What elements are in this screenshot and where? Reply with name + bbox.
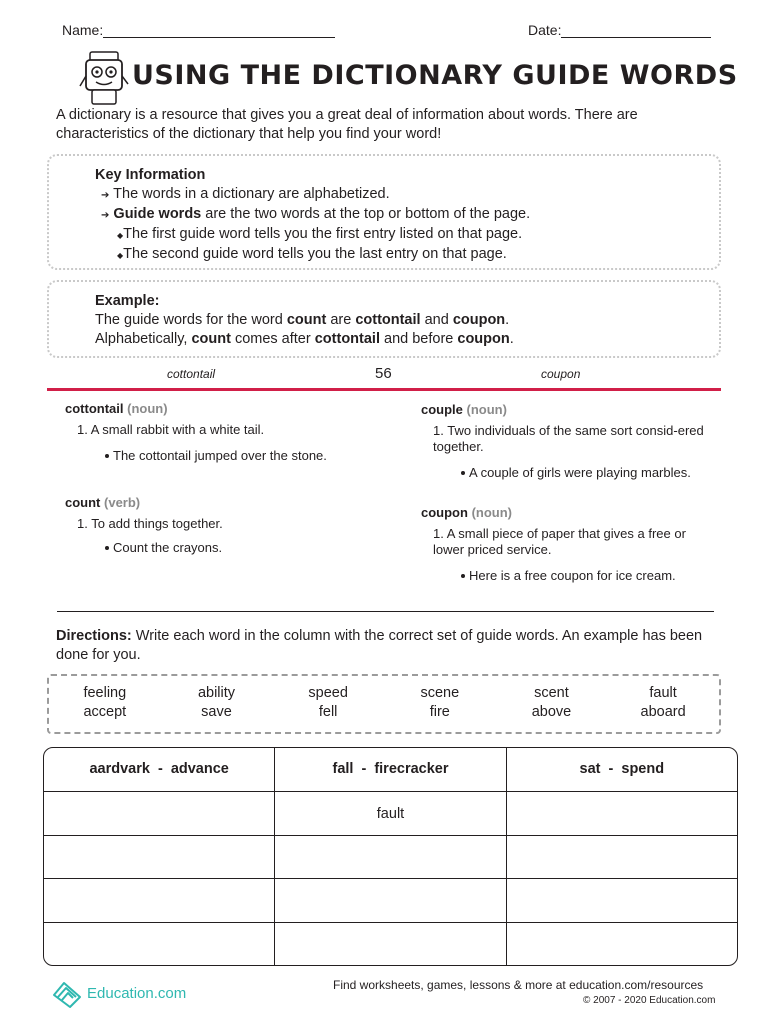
example-line-1: The guide words for the word count are cottontail and coupon. xyxy=(95,312,510,328)
word-bank-column xyxy=(55,684,155,732)
guide-word-left: cottontail xyxy=(167,367,216,381)
page-title: USING THE DICTIONARY GUIDE WORDS xyxy=(132,60,738,91)
page-number: 56 xyxy=(375,365,392,382)
key-info-subbullet-text: The first guide word tells you the first entry listed on that page. xyxy=(123,226,523,242)
word-bank-word: feeling xyxy=(83,685,127,701)
answer-cell[interactable] xyxy=(507,923,737,967)
word-bank-word: above xyxy=(531,704,572,720)
entry-example: Here is a free coupon for ice cream. xyxy=(421,568,716,584)
key-info-subbullet xyxy=(95,225,673,245)
word-bank-column xyxy=(501,684,601,732)
answer-cell[interactable] xyxy=(44,879,275,922)
directions xyxy=(56,627,716,665)
date-label: Date: xyxy=(528,22,562,38)
word-bank-column xyxy=(166,684,266,732)
entry-definition: 1. A small rabbit with a white tail. xyxy=(77,422,265,437)
word-bank xyxy=(47,674,721,734)
word-bank-word: fault xyxy=(649,685,677,701)
arrow-icon: ➔ xyxy=(101,190,110,201)
dictionary-entry xyxy=(65,495,345,556)
name-field[interactable] xyxy=(62,22,335,38)
footer-tagline[interactable]: Find worksheets, games, lessons & more at education.com/resources xyxy=(333,978,704,992)
answer-cell[interactable] xyxy=(44,836,275,879)
example-line-2: Alphabetically, count comes after cottontail and before coupon. xyxy=(95,331,514,347)
table-header: aardvark - advance xyxy=(44,748,275,791)
arrow-icon: ➔ xyxy=(101,210,110,221)
word-bank-word: save xyxy=(201,704,232,720)
answer-cell[interactable] xyxy=(507,836,737,879)
entry-example: The cottontail jumped over the stone. xyxy=(65,448,345,464)
word-bank-column xyxy=(390,684,490,732)
diamond-bullet-icon: ◆ xyxy=(117,251,124,260)
answer-cell[interactable] xyxy=(275,923,506,967)
table-row xyxy=(44,836,737,880)
directions-label: Directions: xyxy=(56,628,132,644)
example-box xyxy=(47,280,721,358)
table-header: fall - firecracker xyxy=(275,748,506,791)
name-line[interactable] xyxy=(103,24,335,38)
entry-pos: (noun) xyxy=(471,505,512,520)
answer-table xyxy=(43,747,738,966)
divider-red xyxy=(47,388,721,391)
dictionary-entry xyxy=(65,401,345,464)
answer-cell[interactable] xyxy=(507,792,737,835)
word-bank-word: speed xyxy=(308,685,348,701)
entry-pos: (noun) xyxy=(127,401,168,416)
word-bank-word: scene xyxy=(420,685,460,701)
education-logo-icon xyxy=(50,977,84,1009)
entry-word: couple xyxy=(421,402,463,417)
entry-definition: 1. A small piece of paper that gives a free or lower priced service. xyxy=(433,526,686,557)
word-bank-word: fell xyxy=(318,704,338,720)
intro-paragraph: A dictionary is a resource that gives you a great deal of information about words. There are characteristics of the dictionary that help you find your word! xyxy=(56,107,638,142)
answer-cell[interactable]: fault xyxy=(275,792,506,835)
key-info-subbullet xyxy=(95,245,673,265)
diamond-bullet-icon: ◆ xyxy=(117,231,124,240)
key-info-heading: Key Information xyxy=(95,167,206,183)
example-heading: Example: xyxy=(95,293,160,309)
answer-cell[interactable] xyxy=(507,879,737,922)
table-header-row xyxy=(44,748,737,792)
word-bank-word: aboard xyxy=(640,704,686,720)
date-field[interactable] xyxy=(528,22,711,38)
key-info-bullet-text: The words in a dictionary are alphabetized. xyxy=(113,186,390,202)
entry-definition: 1. To add things together. xyxy=(77,516,223,531)
dictionary-entry xyxy=(421,505,716,584)
guide-words-term: Guide words xyxy=(113,206,202,222)
key-info-subbullet-text: The second guide word tells you the last entry on that page. xyxy=(123,246,507,262)
copyright: © 2007 - 2020 Education.com xyxy=(583,995,716,1006)
answer-cell[interactable] xyxy=(275,836,506,879)
entry-word: coupon xyxy=(421,505,468,520)
key-info-bullet-text: are the two words at the top or bottom of the page. xyxy=(201,206,531,222)
directions-text: Write each word in the column with the correct set of guide words. An example has been done for you. xyxy=(56,628,703,663)
name-label: Name: xyxy=(62,22,104,38)
table-row xyxy=(44,879,737,923)
key-info-bullet xyxy=(95,185,673,205)
entry-word: count xyxy=(65,495,101,510)
entry-word: cottontail xyxy=(65,401,124,416)
key-info-bullet xyxy=(95,205,673,225)
table-header: sat - spend xyxy=(579,761,665,777)
word-bank-column xyxy=(613,684,713,732)
answer-cell[interactable] xyxy=(275,879,506,922)
dictionary-entry xyxy=(421,402,716,481)
date-line[interactable] xyxy=(561,24,711,38)
entry-definition: 1. Two individuals of the same sort consid-ered together. xyxy=(433,423,704,454)
logo-text: Education.com xyxy=(87,984,187,1002)
entry-pos: (verb) xyxy=(104,495,141,510)
word-bank-word: scent xyxy=(534,685,569,701)
guide-word-right: coupon xyxy=(541,367,581,381)
key-information-box xyxy=(47,154,721,270)
table-row xyxy=(44,923,737,967)
answer-cell[interactable] xyxy=(44,923,275,967)
robot-mascot-icon xyxy=(78,46,130,108)
education-logo[interactable] xyxy=(50,977,186,1009)
word-bank-column xyxy=(278,684,378,732)
entry-example: Count the crayons. xyxy=(65,540,345,556)
divider-line xyxy=(57,611,714,612)
word-bank-word: accept xyxy=(83,704,127,720)
answer-cell[interactable] xyxy=(44,792,275,835)
word-bank-word: ability xyxy=(197,685,236,701)
word-bank-word: fire xyxy=(429,704,450,720)
entry-example: A couple of girls were playing marbles. xyxy=(421,465,716,481)
table-row xyxy=(44,792,737,836)
entry-pos: (noun) xyxy=(466,402,507,417)
